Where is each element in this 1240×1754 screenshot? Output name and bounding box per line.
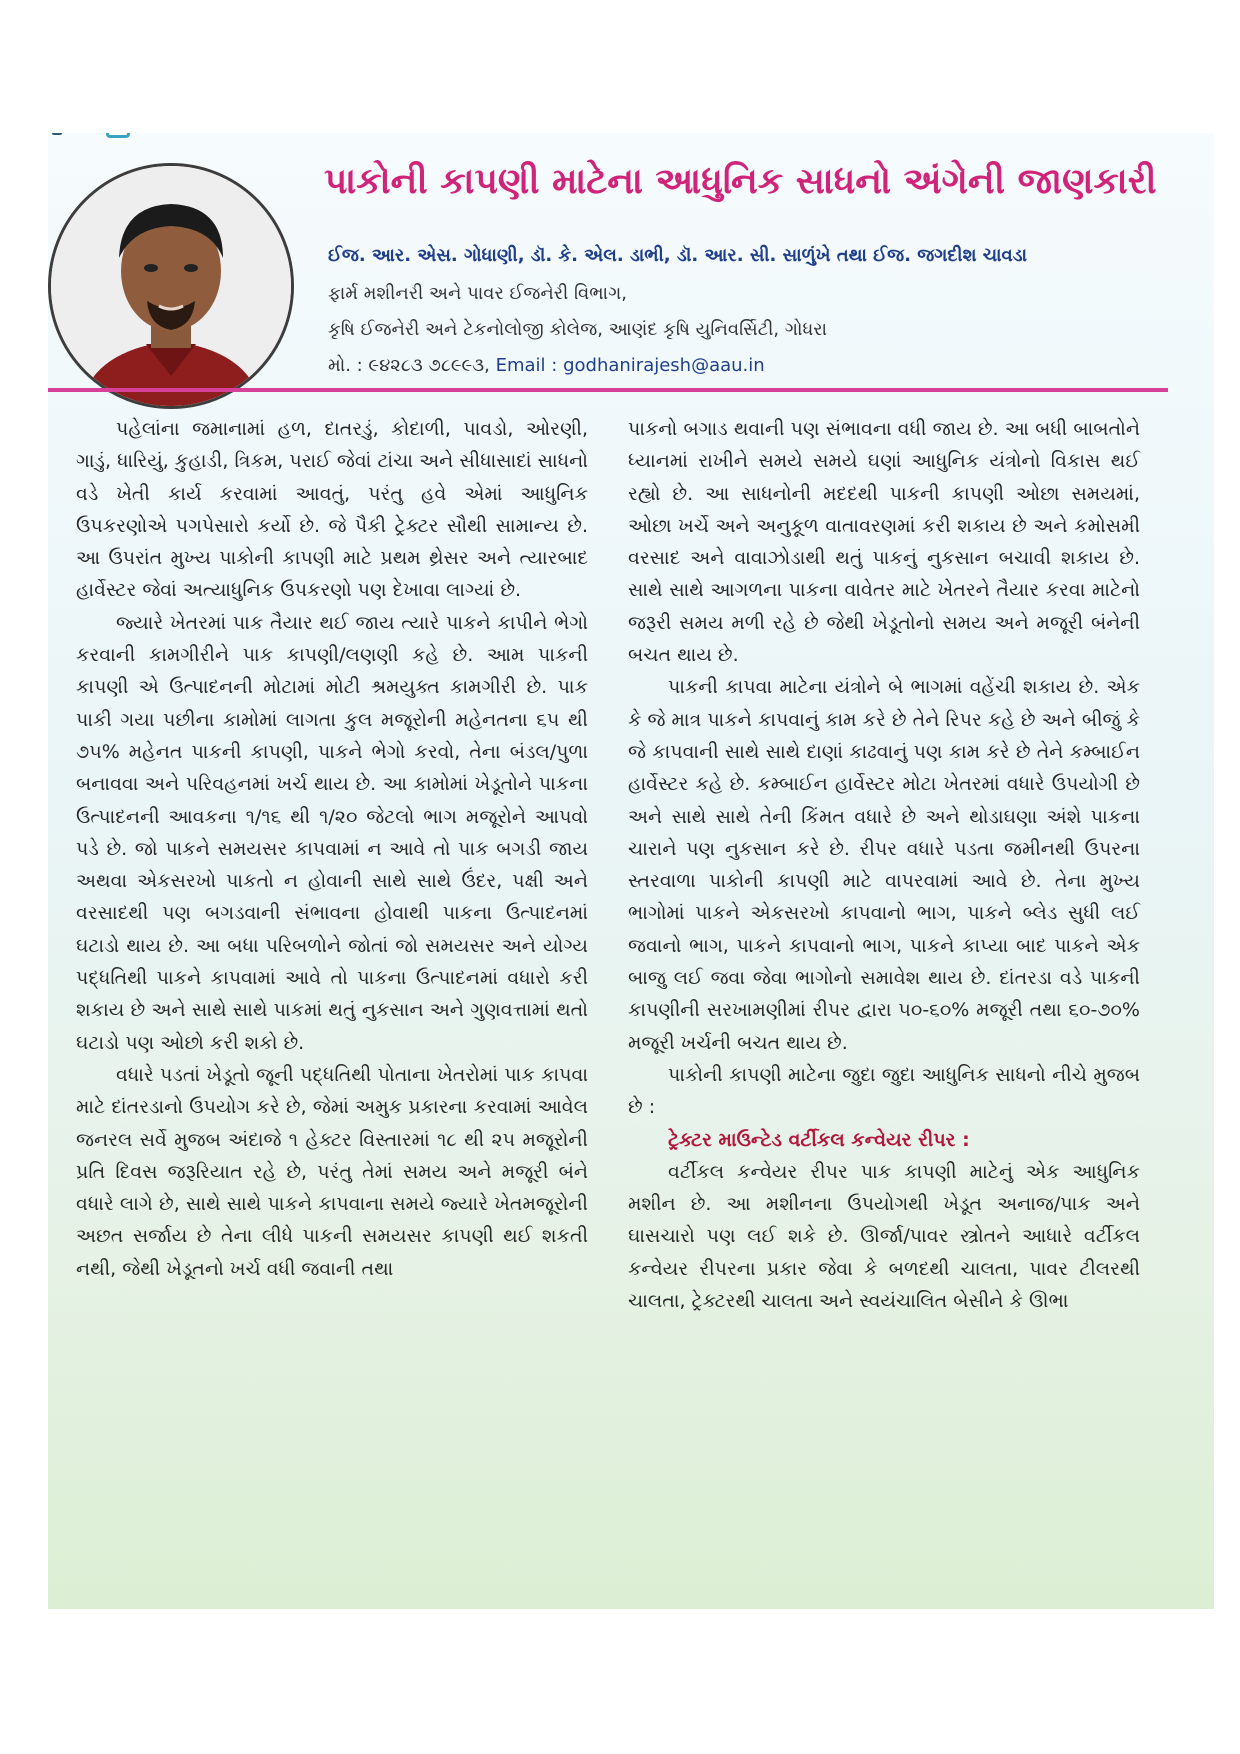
left-column	[76, 413, 588, 1285]
contact-line	[328, 355, 765, 376]
body-paragraph: વધારે પડતાં ખેડૂતો જૂની પદ્ધતિથી પોતાના ખેતરોમાં પાક કાપવા માટે દાંતરડાનો ઉપયોગ કરે છે, જેમાં અમુક પ્રકારના કરવામાં આવેલ જનરલ સર્વે મુજબ અંદાજે ૧ હેક્ટર વિસ્તારમાં ૧૮ થી ૨૫ મજૂરોની પ્રતિ દિવસ જરૂરિયાત રહે છે, પરંતુ તેમાં સમય અને મજૂરી બંને વધારે લાગે છે, સાથે સાથે પાકને કાપવાના સમયે જ્યારે ખેતમજૂરોની અછત સર્જાય છે તેના લીધે પાકની સમયસર કાપણી થઈ શકતી નથી, જેથી ખેડૂતનો ખર્ચ વધી જવાની તથા	[76, 1063, 588, 1280]
author-photo	[48, 163, 294, 409]
body-paragraph: પાકોની કાપણી માટેના જુદા જુદા આધુનિક સાધનો નીચે મુજબ છે :	[628, 1063, 1140, 1119]
page-corner-marks	[48, 133, 138, 141]
college-line: કૃષિ ઈજનેરી અને ટેકનોલોજી કોલેજ, આણંદ કૃષિ યુનિવર્સિટી, ગોધરા	[328, 319, 827, 340]
author-list: ઈજ. આર. એસ. ગોધાણી, ડૉ. કે. એલ. ડાભી, ડૉ. આર. સી. સાળુંખે તથા ઈજ. જગદીશ ચાવડા	[328, 245, 1028, 266]
article-page	[48, 133, 1214, 1609]
email-label: Email :	[495, 355, 558, 376]
article-title: પાકોની કાપણી માટેના આધુનિક સાધનો અંગેની જાણકારી	[324, 161, 1157, 202]
continued-paragraph: પાકનો બગાડ થવાની પણ સંભાવના વધી જાય છે. આ બધી બાબતોને ધ્યાનમાં રાખીને સમયે સમયે ઘણાં આધુનિક યંત્રોનો વિકાસ થઈ રહ્યો છે. આ સાધનોની મદદથી પાકની કાપણી ઓછા સમયમાં, ઓછા ખર્ચે અને અનુકૂળ વાતાવરણમાં કરી શકાય છે અને કમોસમી વરસાદ અને વાવાઝોડાથી થતું પાકનું નુકસાન બચાવી શકાય છે. સાથે સાથે આગળના પાકના વાવેતર માટે ખેતરને તૈયાર કરવા માટેનો જરૂરી સમય મળી રહે છે જેથી ખેડૂતોનો સમય અને મજૂરી બંનેની બચત થાય છે.	[628, 418, 1140, 667]
title-divider	[48, 388, 1168, 392]
right-column	[628, 413, 1140, 1317]
section-subheading: ટ્રેક્ટર માઉન્ટેડ વર્ટીકલ કન્વેયર રીપર :	[668, 1128, 970, 1151]
body-paragraph: વર્ટીકલ કન્વેયર રીપર પાક કાપણી માટેનું એક આધુનિક મશીન છે. આ મશીનના ઉપયોગથી ખેડૂત અનાજ/પાક અને ઘાસચારો પણ લઈ શકે છે. ઊર્જા/પાવર સ્ત્રોતને આધારે વર્ટીકલ કન્વેયર રીપરના પ્રકાર જેવા કે બળદથી ચાલતા, પાવર ટીલરથી ચાલતા, ટ્રેક્ટરથી ચાલતા અને સ્વયંચાલિત બેસીને કે ઊભા	[628, 1160, 1140, 1313]
department-line: ફાર્મ મશીનરી અને પાવર ઈજનેરી વિભાગ,	[328, 283, 627, 304]
corner-bracket-icon	[106, 133, 130, 138]
author-photo-icon	[51, 166, 291, 406]
body-paragraph: જ્યારે ખેતરમાં પાક તૈયાર થઈ જાય ત્યારે પાકને કાપીને ભેગો કરવાની કામગીરીને પાક કાપણી/લણણી કહે છે. આમ પાકની કાપણી એ ઉત્પાદનની મોટામાં મોટી શ્રમયુક્ત કામગીરી છે. પાક પાકી ગયા પછીના કામોમાં લાગતા કુલ મજૂરોની મહેનતના ૬૫ થી ૭૫% મહેનત પાકની કાપણી, પાકને ભેગો કરવો, તેના બંડલ/પુળા બનાવવા અને પરિવહનમાં ખર્ચ થાય છે. આ કામોમાં ખેડૂતોને પાકના ઉત્પાદનની આવકના ૧/૧૬ થી ૧/૨૦ જેટલો ભાગ મજૂરોને આપવો પડે છે. જો પાકને સમયસર કાપવામાં ન આવે તો પાક બગડી જાય અથવા એકસરખો પાકતો ન હોવાની સાથે સાથે ઉંદર, પક્ષી અને વરસાદથી પણ બગડવાની સંભાવના હોવાથી પાકના ઉત્પાદનમાં ઘટાડો થાય છે. આ બધા પરિબળોને જોતાં જો સમયસર અને યોગ્ય પદ્ધતિથી પાકને કાપવામાં આવે તો પાકના ઉત્પાદનમાં વધારો કરી શકાય છે અને સાથે સાથે પાકમાં થતું નુકસાન અને ગુણવત્તામાં થતો ઘટાડો પણ ઓછો કરી શકો છે.	[76, 611, 588, 1054]
phone-number: મો. : ૯૪૨૮૩ ૭૮૯૯૩,	[328, 355, 490, 376]
body-paragraph: પહેલાંના જમાનામાં હળ, દાતરડું, કોદાળી, પાવડો, ઓરણી, ગાડું, ધારિયું, કુહાડી, ત્રિકમ, પરાઈ જેવાં ટાંચા અને સીધાસાદાં સાધનો વડે ખેતી કાર્ય કરવામાં આવતું, પરંતુ હવે એમાં આધુનિક ઉપકરણોએ પગપેસારો કર્યો છે. જે પૈકી ટ્રેક્ટર સૌથી સામાન્ય છે. આ ઉપરાંત મુખ્ય પાકોની કાપણી માટે પ્રથમ થ્રેસર અને ત્યારબાદ હાર્વેસ્ટર જેવાં અત્યાધુનિક ઉપકરણો પણ દેખાવા લાગ્યાં છે.	[76, 418, 588, 602]
body-paragraph: પાકની કાપવા માટેના યંત્રોને બે ભાગમાં વહેંચી શકાય છે. એક કે જે માત્ર પાકને કાપવાનું કામ કરે છે તેને રિપર કહે છે અને બીજું કે જે કાપવાની સાથે સાથે દાણાં કાઢવાનું પણ કામ કરે છે તેને કમ્બાઈન હાર્વેસ્ટર કહે છે. કમ્બાઈન હાર્વેસ્ટર મોટા ખેતરમાં વધારે ઉપયોગી છે અને સાથે સાથે તેની કિંમત વધારે છે અને થોડાઘણા અંશે પાકના ચારાને પણ નુકસાન કરે છે. રીપર વધારે પડતા જમીનથી ઉપરના સ્તરવાળા પાકોની કાપણી માટે વાપરવામાં આવે છે. તેના મુખ્ય ભાગોમાં પાકને એકસરખો કાપવાનો ભાગ, પાકને બ્લેડ સુધી લઈ જવાનો ભાગ, પાકને કાપવાનો ભાગ, પાકને કાપ્યા બાદ પાકને એક બાજુ લઈ જવા જેવા ભાગોનો સમાવેશ થાય છે. દાંતરડા વડે પાકની કાપણીની સરખામણીમાં રીપર દ્વારા ૫૦-૬૦% મજૂરી તથા ૬૦-૭૦% મજૂરી ખર્ચની બચત થાય છે.	[628, 676, 1140, 1054]
email-address[interactable]: godhanirajesh@aau.in	[563, 355, 765, 376]
corner-mark-icon	[52, 133, 62, 135]
